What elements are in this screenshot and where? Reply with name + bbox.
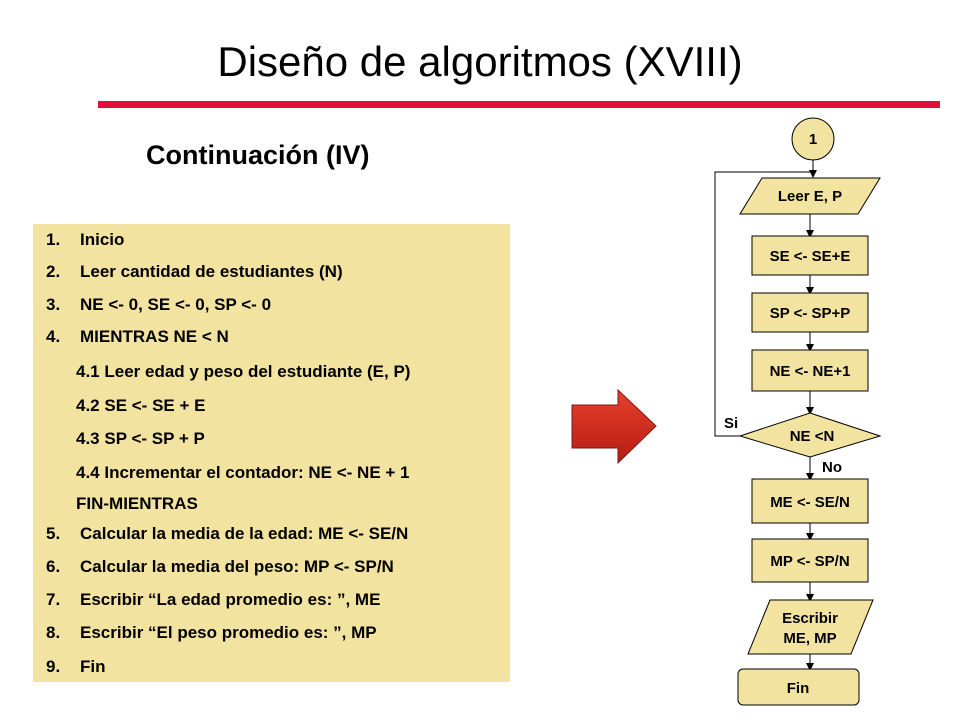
sum-age-label: SE <- SE+E (769, 248, 851, 265)
slide-subtitle: Continuación (IV) (146, 140, 370, 170)
step-text: NE <- 0, SE <- 0, SP <- 0 (80, 295, 272, 314)
step-number: 2. (46, 262, 61, 281)
connector-label: 1 (808, 131, 818, 148)
step-text: Fin (80, 657, 106, 676)
condition-label: NE <N (789, 428, 835, 445)
end-label: Fin (786, 680, 810, 697)
read-input-label: Leer E, P (777, 188, 843, 205)
algorithm-substep: 4.4 Incrementar el contador: NE <- NE + 1 (76, 463, 410, 482)
step-text: Escribir “La edad promedio es: ”, ME (80, 590, 381, 609)
algorithm-substep: 4.1 Leer edad y peso del estudiante (E, P) (76, 362, 411, 381)
write-output-line2: ME, MP (783, 630, 837, 647)
mean-age-label: ME <- SE/N (770, 494, 850, 511)
algorithm-substep: FIN-MIENTRAS (76, 494, 198, 513)
write-output-line1: Escribir (782, 610, 838, 627)
slide-title: Diseño de algoritmos (XVIII) (217, 38, 743, 85)
step-number: 7. (46, 590, 61, 609)
step-text: Inicio (80, 230, 125, 249)
step-number: 3. (46, 295, 61, 314)
step-number: 1. (46, 230, 61, 249)
step-number: 5. (46, 524, 61, 543)
step-text: Leer cantidad de estudiantes (N) (80, 262, 343, 281)
algorithm-substep: 4.3 SP <- SP + P (76, 429, 205, 448)
step-number: 8. (46, 623, 61, 642)
sum-weight-label: SP <- SP+P (769, 305, 851, 322)
yes-label: Si (724, 415, 739, 432)
step-text: MIENTRAS NE < N (80, 327, 229, 346)
step-number: 6. (46, 557, 61, 576)
step-number: 9. (46, 657, 61, 676)
step-text: Escribir “El peso promedio es: ”, MP (80, 623, 377, 642)
step-text: Calcular la media de la edad: ME <- SE/N (80, 524, 409, 543)
transition-arrow (572, 390, 656, 463)
step-text: Calcular la media del peso: MP <- SP/N (80, 557, 394, 576)
step-number: 4. (46, 327, 61, 346)
increment-label: NE <- NE+1 (769, 363, 851, 380)
no-label: No (822, 459, 842, 476)
mean-weight-label: MP <- SP/N (770, 553, 850, 570)
algorithm-substep: 4.2 SE <- SE + E (76, 396, 206, 415)
